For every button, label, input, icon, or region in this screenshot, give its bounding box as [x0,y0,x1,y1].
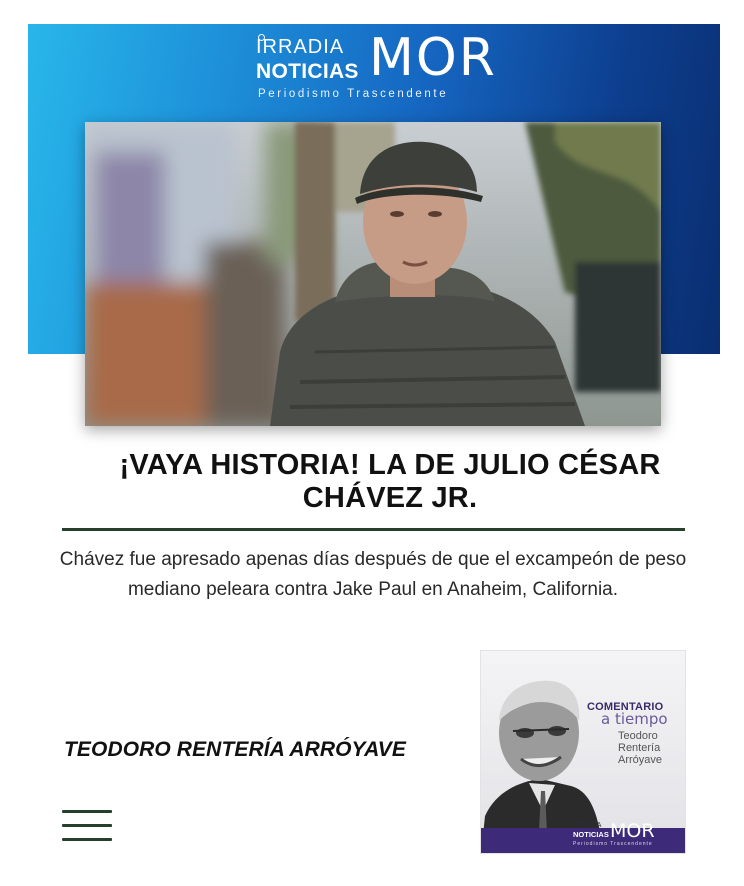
thumb-logo-mor: MOR [610,820,655,842]
thumb-title-2: a tiempo [601,710,668,728]
logo-noticias-text: NOTICIAS [256,60,359,83]
thumb-logo [573,822,683,852]
thumb-logo-irradia: IRRADIA [573,822,602,829]
thumb-author-2: Rentería [618,742,661,754]
menu-bar-3 [62,838,112,841]
logo-mor-text: MOR [369,28,497,88]
article-photo-image [85,122,661,426]
thumb-logo-tagline: Periodismo Trascendente [573,841,653,847]
thumb-author-3: Arróyave [618,754,663,766]
thumb-author-1: Teodoro [618,730,658,742]
column-thumbnail[interactable] [480,650,686,854]
menu-bar-2 [62,824,112,827]
thumb-title-1: COMENTARIO [587,701,664,713]
article-photo[interactable] [85,122,661,426]
site-logo[interactable] [252,28,502,104]
logo-irradia-text: IRRADIA [256,36,345,58]
article-headline[interactable] [60,449,720,515]
headline-divider [62,528,685,531]
thumb-logo-noticias: NOTICIAS [573,830,609,839]
hamburger-menu-icon[interactable] [62,808,112,842]
author-name[interactable]: TEODORO RENTERÍA ARRÓYAVE [64,738,407,761]
article-summary: Chávez fue apresado apenas días después de que el excampeón de peso mediano peleara contra Jake Paul en Anaheim, California. [59,549,687,600]
headline-line-1: ¡VAYA HISTORIA! LA DE JULIO CÉSAR [119,449,661,481]
menu-bar-1 [62,810,112,813]
headline-line-2: CHÁVEZ JR. [302,482,478,514]
logo-tagline: Periodismo Trascendente [258,88,449,100]
